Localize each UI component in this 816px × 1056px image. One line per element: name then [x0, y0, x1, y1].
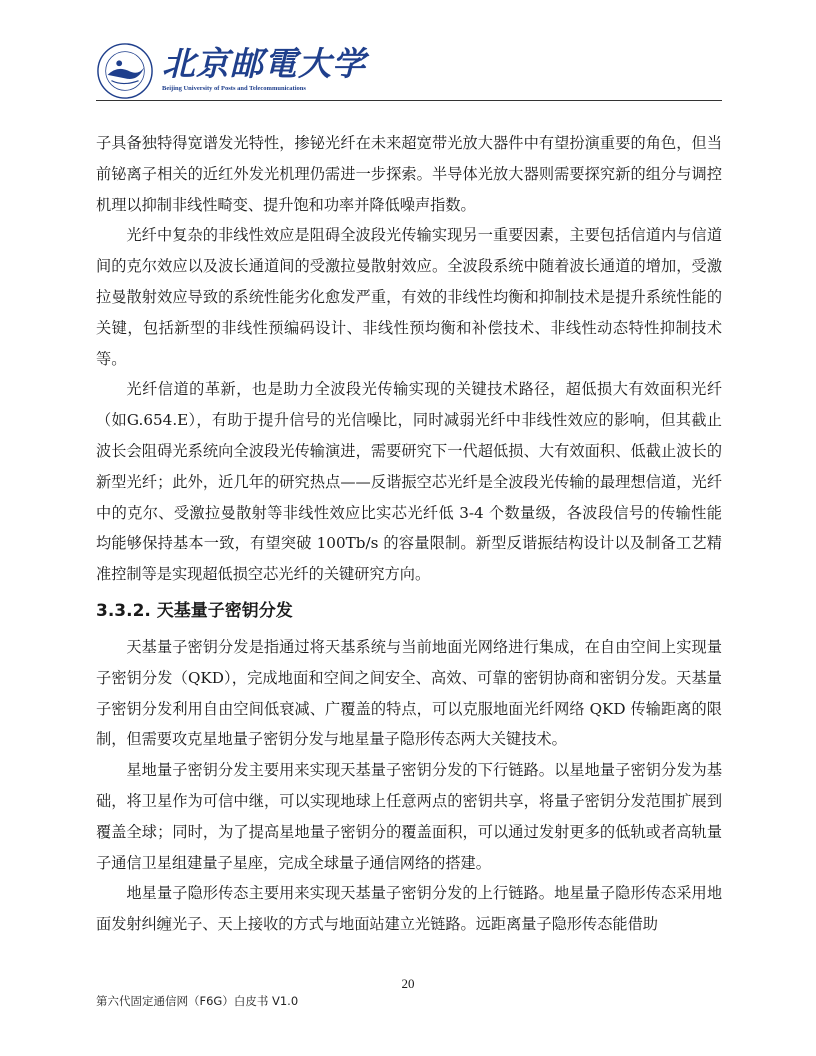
- university-name-cn: 北京邮電大学: [162, 44, 366, 83]
- page-number: 20: [401, 976, 415, 991]
- paragraph-1: 子具备独特得宽谱发光特性，掺铋光纤在未来超宽带光放大器件中有望扮演重要的角色，但当前铋离子相关的近红外发光机理仍需进一步探索。半导体光放大器则需要探究新的组分与调控机理以抑制非线性畸变、提升饱和功率并降低噪声指数。: [96, 134, 722, 214]
- footer-doc-title: 第六代固定通信网（F6G）白皮书 V1.0: [96, 994, 299, 1008]
- paragraph-6: 地星量子隐形传态主要用来实现天基量子密钥分发的上行链路。地星量子隐形传态采用地面发射纠缠光子、天上接收的方式与地面站建立光链路。远距离量子隐形传态能借助: [96, 884, 722, 934]
- document-body: [96, 128, 722, 940]
- university-emblem-icon: [96, 42, 154, 100]
- paragraph-4: 天基量子密钥分发是指通过将天基系统与当前地面光网络进行集成，在自由空间上实现量子密钥分发（QKD），完成地面和空间之间安全、高效、可靠的密钥协商和密钥分发。天基量子密钥分发利用自由空间低衰减、广覆盖的特点，可以克服地面光纤网络 QKD 传输距离的限制，但需要攻克星地量子密钥分发与地星量子隐形传态两大关键技术。: [96, 637, 722, 749]
- university-name-en: Beijing University of Posts and Telecommunications: [162, 85, 306, 92]
- paragraph-2: 光纤中复杂的非线性效应是阻碍全波段光传输实现另一重要因素，主要包括信道内与信道间的克尔效应以及波长通道间的受激拉曼散射效应。全波段系统中随着波长通道的增加，受激拉曼散射效应导致的系统性能劣化愈发严重，有效的非线性均衡和抑制技术是提升系统性能的关键，包括新型的非线性预编码设计、非线性预均衡和补偿技术、非线性动态特性抑制技术等。: [96, 226, 722, 368]
- paragraph-5: 星地量子密钥分发主要用来实现天基量子密钥分发的下行链路。以星地量子密钥分发为基础，将卫星作为可信中继，可以实现地球上任意两点的密钥共享，将量子密钥分发范围扩展到覆盖全球；同时，为了提高星地量子密钥分的覆盖面积，可以通过发射更多的低轨或者高轨量子通信卫星组建量子星座，完成全球量子通信网络的搭建。: [96, 761, 722, 872]
- section-heading: 3.3.2. 天基量子密钥分发: [96, 600, 293, 621]
- page-header: [96, 38, 722, 101]
- paragraph-3: 光纤信道的革新，也是助力全波段光传输实现的关键技术路径，超低损大有效面积光纤（如G.654.E），有助于提升信号的光信噪比，同时减弱光纤中非线性效应的影响，但其截止波长会阻碍光系统向全波段光传输演进，需要研究下一代超低损、大有效面积、低截止波长的新型光纤；此外，近几年的研究热点——反谐振空芯光纤是全波段光传输的最理想信道，光纤中的克尔、受激拉曼散射等非线性效应比实芯光纤低 3-4 个数量级，各波段信号的传输性能均能够保持基本一致，有望突破 100Tb/s 的容量限制。新型反谐振结构设计以及制备工艺精准控制等是实现超低损空芯光纤的关键研究方向。: [96, 380, 722, 584]
